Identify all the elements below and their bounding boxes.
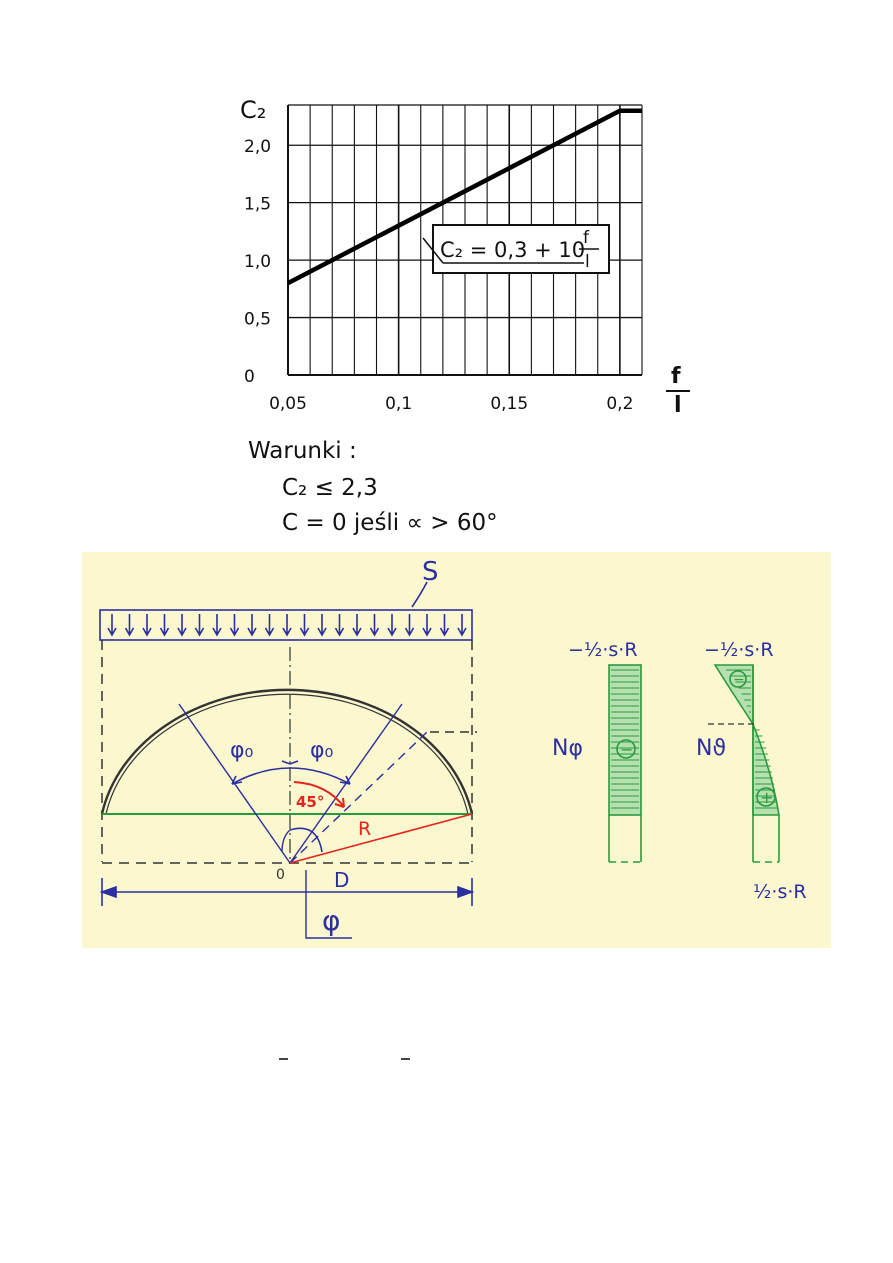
load-arrow (406, 614, 414, 635)
condition-c-zero: C = 0 jeśli ∝ > 60° (282, 510, 498, 536)
load-arrow (231, 614, 239, 635)
x-tick-label: 0,15 (490, 394, 529, 414)
phi0-arrowheads (232, 761, 350, 784)
load-arrow (458, 614, 466, 635)
n-phi-top-value: −½·s·R (568, 639, 638, 661)
radius-label: R (358, 818, 372, 840)
load-arrow (178, 614, 186, 635)
phi-arc-left (282, 830, 290, 852)
y-tick-label: 1,5 (244, 194, 272, 215)
formula-num: f (583, 228, 589, 248)
load-label: S (422, 557, 439, 587)
load-arrows (108, 614, 466, 635)
dome-shell-inner (106, 694, 468, 814)
load-arrow (283, 614, 291, 635)
n-phi-lower (609, 815, 641, 862)
phi0-arc (232, 768, 350, 784)
load-arrow (213, 614, 221, 635)
n-theta-sign-top: − (733, 672, 745, 688)
formula-lhs: C₂ = 0,3 + 10 (440, 238, 586, 262)
dome-diagram-panel (82, 552, 831, 948)
load-bar (100, 610, 472, 640)
formula-annotation (423, 225, 609, 273)
load-arrow (336, 614, 344, 635)
angle-45-label: 45° (296, 793, 325, 811)
y-tick-label: 0,5 (244, 309, 272, 330)
phi-label: φ (322, 904, 341, 937)
n-phi-sign: − (620, 740, 634, 759)
x-axis-label-bottom: l (674, 393, 682, 418)
formula-den: l (585, 252, 590, 272)
load-arrow (371, 614, 379, 635)
dome-diagram (82, 552, 831, 948)
y-axis-label: C₂ (240, 96, 267, 124)
stray-mark (279, 1058, 288, 1060)
n-theta-sign-bottom: + (760, 788, 774, 807)
load-arrow (161, 614, 169, 635)
load-arrow (301, 614, 309, 635)
diameter-label: D (334, 868, 350, 892)
phi0-right-label: φ₀ (310, 738, 334, 763)
x-tick-label: 0,1 (385, 394, 413, 414)
load-arrow (423, 614, 431, 635)
load-arrow (266, 614, 274, 635)
load-arrow (196, 614, 204, 635)
n-theta-top-value: −½·s·R (704, 639, 774, 661)
n-theta-diagram (696, 639, 807, 903)
origin-label: 0 (276, 867, 285, 883)
phi0-left-label: φ₀ (230, 738, 254, 763)
load-arrow (441, 614, 449, 635)
y-tick-label: 1,0 (244, 252, 272, 273)
n-theta-bottom-value: ½·s·R (753, 881, 807, 903)
condition-c2-limit: C₂ ≤ 2,3 (282, 475, 378, 501)
load-arrow (143, 614, 151, 635)
conditions-heading: Warunki : (248, 438, 357, 464)
y-tick-label: 0 (244, 367, 255, 387)
x-tick-label: 0,05 (269, 394, 307, 414)
load-arrow (108, 614, 116, 635)
load-arrow (248, 614, 256, 635)
stray-mark (401, 1058, 410, 1060)
diameter-dimension (102, 878, 472, 906)
x-tick-label: 0,2 (606, 394, 634, 414)
y-tick-label: 2,0 (244, 137, 272, 158)
n-phi-name: Nφ (552, 736, 583, 761)
n-phi-diagram (552, 639, 641, 862)
load-arrow (353, 614, 361, 635)
dome-shell (102, 690, 472, 814)
load-arrow (318, 614, 326, 635)
x-axis-label-top: f (671, 364, 681, 389)
snow-load (100, 582, 472, 640)
load-arrow (126, 614, 134, 635)
load-arrow (388, 614, 396, 635)
n-theta-name: Nϑ (696, 736, 727, 761)
